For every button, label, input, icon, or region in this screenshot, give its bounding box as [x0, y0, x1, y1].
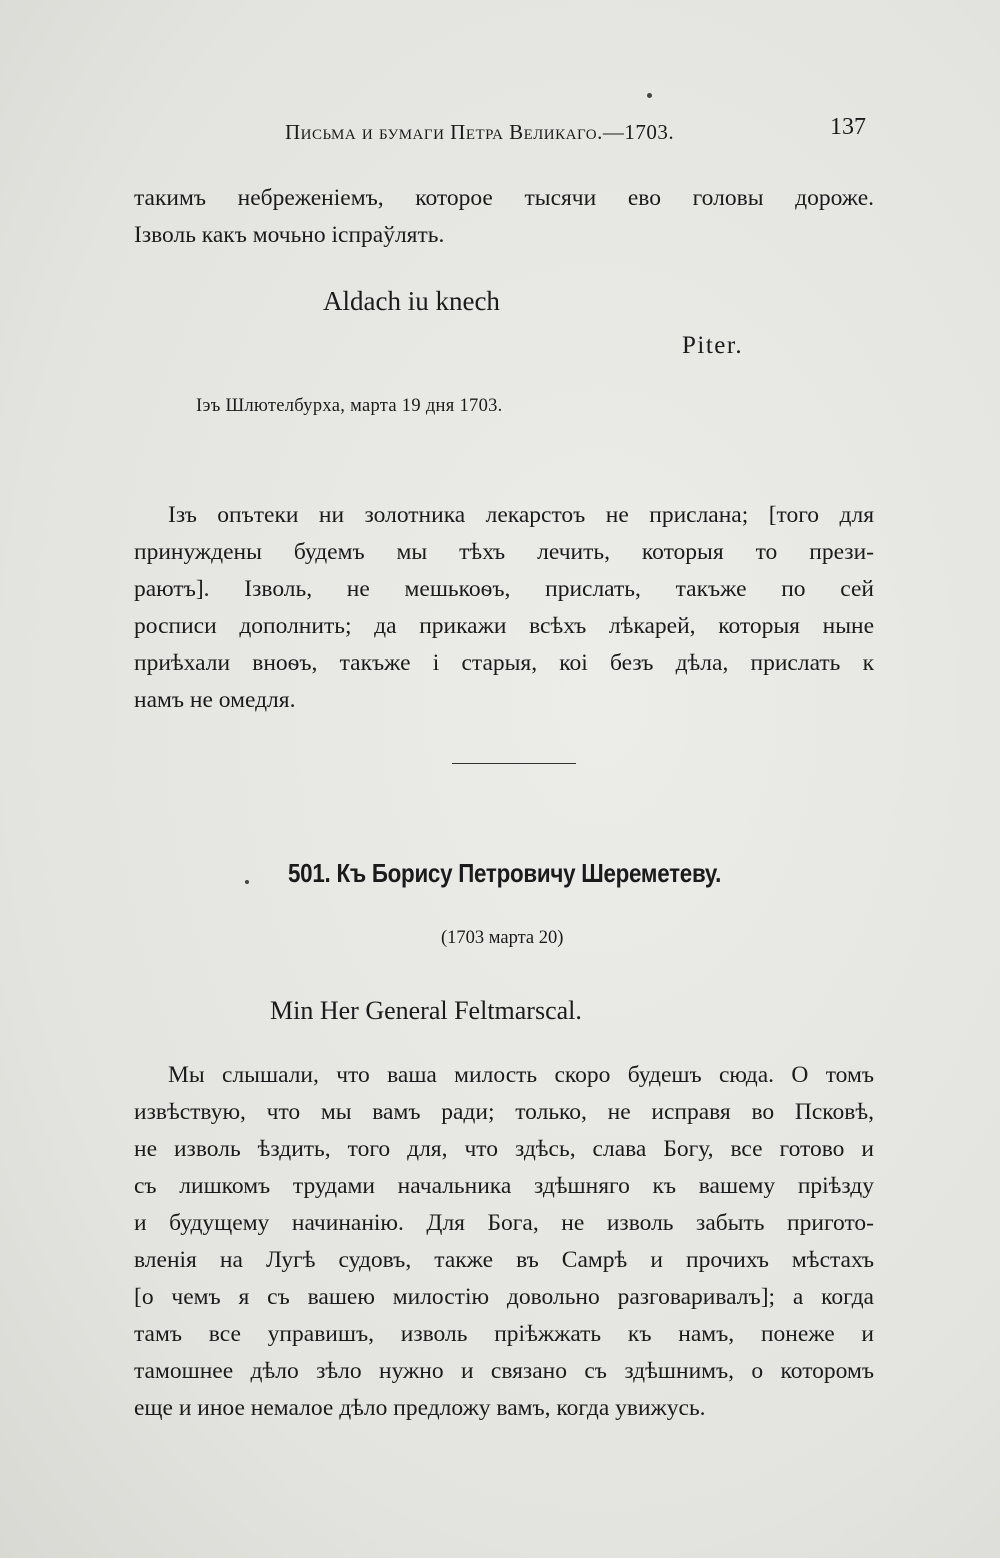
text-line: принуждены будемъ мы тѣхъ лечить, которыя то прези-	[134, 539, 874, 565]
text-line: намъ не омедля.	[134, 687, 296, 713]
signature: Piter.	[682, 332, 744, 359]
closing-formula: Aldach iu knech	[323, 286, 500, 316]
print-speck	[647, 93, 652, 98]
text-line: съ лишкомъ трудами начальника здѣшняго къ вашему пріѣзду	[134, 1173, 874, 1199]
page-number: 137	[830, 114, 866, 140]
text-line: Ізволь какъ мочьно іспраўлять.	[134, 222, 445, 248]
text-line: тамошнее дѣло зѣло нужно и связано съ здѣшнимъ, о которомъ	[134, 1358, 874, 1384]
text-line: и будущему начинанію. Для Бога, не изволь забыть пригото-	[134, 1210, 874, 1236]
text-line: вленія на Лугѣ судовъ, также въ Самрѣ и прочихъ мѣстахъ	[134, 1247, 874, 1273]
text-line: Ізъ опътеки ни золотника лекарстоъ не прислана; [того для	[168, 502, 874, 528]
letter-501-body	[134, 1057, 874, 1427]
print-speck	[245, 880, 249, 884]
text-line: раютъ]. Ізволь, не мешькоѳъ, прислать, такъже по сей	[134, 576, 874, 602]
postscript-paragraph	[134, 497, 874, 719]
text-line: [о чемъ я съ вашею милостію довольно разговаривалъ]; а когда	[134, 1284, 874, 1310]
text-line: росписи дополнить; да прикажи всѣхъ лѣкарей, которыя ныне	[134, 613, 874, 639]
letter-heading: 501. Къ Борису Петровичу Шереметеву.	[288, 858, 722, 888]
letter-500-closing-paragraph	[134, 180, 874, 254]
text-line: такимъ небреженіемъ, которое тысячи ево головы дороже.	[134, 185, 874, 211]
section-divider	[452, 763, 576, 764]
running-head: Письма и бумаги Петра Великаго.—1703.	[285, 120, 675, 144]
salutation: Min Her General Feltmarscal.	[270, 996, 582, 1025]
letter-date: (1703 марта 20)	[441, 928, 564, 948]
text-line: Мы слышали, что ваша милость скоро будешъ сюда. О томъ	[168, 1062, 874, 1088]
text-line: тамъ все управишъ, изволь пріѣжжать къ намъ, понеже и	[134, 1321, 874, 1347]
dateline: Іэъ Шлютелбурха, марта 19 дня 1703.	[196, 396, 503, 416]
text-line: извѣствую, что мы вамъ ради; только, не исправя во Псковѣ,	[134, 1099, 874, 1125]
text-line: приѣхали вноѳъ, такъже і старыя, коі безъ дѣла, прислать к	[134, 650, 874, 676]
text-line: не изволь ѣздить, того для, что здѣсь, слава Богу, все готово и	[134, 1136, 874, 1162]
text-line: еще и иное немалое дѣло предложу вамъ, когда увижусь.	[134, 1395, 706, 1421]
